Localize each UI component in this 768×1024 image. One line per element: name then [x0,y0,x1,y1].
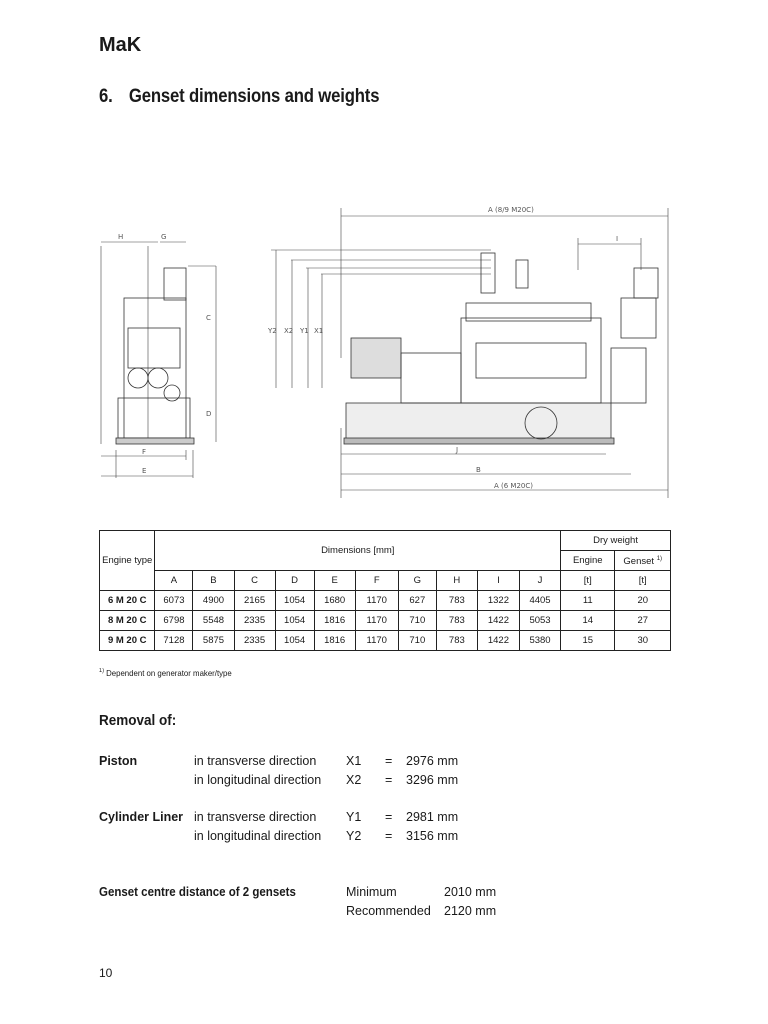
engine-type-cell: 9 M 20 C [100,631,155,651]
dim-cell: 5380 [519,631,560,651]
genset-weight-cell: 27 [615,611,671,631]
dim-cell: 2335 [234,631,275,651]
dim-cell: 4405 [519,591,560,611]
table-row [100,611,671,631]
dim-cell: 1054 [275,591,314,611]
col-header-b: B [193,571,234,591]
liner-longitudinal-symbol: Y2 [346,829,362,843]
dim-cell: 1322 [477,591,519,611]
dim-cell: 783 [436,631,477,651]
dim-cell: 1054 [275,631,314,651]
col-header-f: F [355,571,398,591]
dim-label-a6: A (6 M20C) [494,482,533,490]
dim-label-d: D [206,410,212,418]
genset-weight-cell: 20 [615,591,671,611]
genset-footnote-mark: 1) [656,555,663,562]
piston-label: Piston [99,754,138,768]
page-title [99,86,379,108]
col-header-c: C [234,571,275,591]
liner-longitudinal-value: 3156 mm [406,829,459,843]
dim-cell: 5548 [193,611,234,631]
genset-weight-cell: 30 [615,631,671,651]
genset-unit: [t] [615,571,671,591]
engine-type-cell: 6 M 20 C [100,591,155,611]
table-row [100,631,671,651]
dim-cell: 6798 [155,611,193,631]
dimensions-table [99,530,671,651]
piston-longitudinal-symbol: X2 [346,773,362,787]
dim-cell: 5053 [519,611,560,631]
mak-logo [99,34,161,54]
piston-transverse-direction: in transverse direction [194,754,317,768]
liner-transverse-value: 2981 mm [406,810,459,824]
col-header-i: I [477,571,519,591]
dim-cell: 783 [436,611,477,631]
dim-cell: 1422 [477,631,519,651]
dim-cell: 710 [398,631,436,651]
dim-cell: 710 [398,611,436,631]
col-header-e: E [314,571,355,591]
minimum-value: 2010 mm [444,885,497,899]
dim-label-y1: Y1 [300,327,309,335]
dim-cell: 2165 [234,591,275,611]
piston-longitudinal-eq: = [385,773,393,787]
dim-cell: 2335 [234,611,275,631]
genset-drawing [96,198,676,508]
centre-distance-label: Genset centre distance of 2 gensets [99,885,296,899]
dim-cell: 1170 [355,611,398,631]
dim-label-y2: Y2 [268,327,277,335]
engine-weight-cell: 14 [561,611,615,631]
dim-cell: 5875 [193,631,234,651]
section-number: 6. [99,86,113,107]
dim-label-c: C [206,314,211,322]
liner-label: Cylinder Liner [99,810,184,824]
page-number: 10 [99,966,113,980]
liner-longitudinal-eq: = [385,829,393,843]
dim-label-i: I [616,235,619,243]
footnote-text: Dependent on generator maker/type [106,668,232,678]
dim-cell: 1816 [314,631,355,651]
dimensions-header: Dimensions [mm] [155,531,561,571]
col-header-d: D [275,571,314,591]
dim-label-g: G [161,233,167,241]
dry-weight-header: Dry weight [561,531,671,551]
engine-weight-header: Engine [561,551,615,571]
recommended-value: 2120 mm [444,904,497,918]
minimum-label: Minimum [346,885,397,899]
dim-label-b: B [476,466,481,474]
dim-cell: 1170 [355,591,398,611]
piston-longitudinal-value: 3296 mm [406,773,459,787]
recommended-label: Recommended [346,904,431,918]
engine-unit: [t] [561,571,615,591]
dim-label-j: J [456,446,459,454]
genset-weight-header: Genset $^{1)}$ [615,551,671,571]
dim-label-x1: X1 [314,327,324,335]
piston-longitudinal-direction: in longitudinal direction [194,773,322,787]
dim-label-e: E [142,467,147,475]
section-title: Genset dimensions and weights [128,86,380,107]
liner-longitudinal-direction: in longitudinal direction [194,829,322,843]
logo-text: MaK [99,34,142,54]
footnote-mark: 1) [99,668,104,675]
engine-type-cell: 8 M 20 C [100,611,155,631]
piston-transverse-symbol: X1 [346,754,362,768]
col-header-g: G [398,571,436,591]
liner-transverse-eq: = [385,810,393,824]
dim-label-h: H [118,233,124,241]
col-header-a: A [155,571,193,591]
dim-cell: 1816 [314,611,355,631]
dim-cell: 7128 [155,631,193,651]
engine-type-header: Engine type [100,531,155,591]
piston-transverse-value: 2976 mm [406,754,459,768]
piston-transverse-eq: = [385,754,393,768]
liner-transverse-symbol: Y1 [346,810,362,824]
dim-label-a89: A (8/9 M20C) [488,206,534,214]
col-header-j: J [519,571,560,591]
dim-cell: 1054 [275,611,314,631]
col-header-h: H [436,571,477,591]
dim-label-x2: X2 [284,327,294,335]
engine-weight-cell: 11 [561,591,615,611]
liner-transverse-direction: in transverse direction [194,810,317,824]
dim-label-f: F [142,448,147,456]
dim-cell: 4900 [193,591,234,611]
table-footnote [99,668,232,678]
table-row [100,591,671,611]
engine-weight-cell: 15 [561,631,615,651]
dim-cell: 1422 [477,611,519,631]
dim-cell: 783 [436,591,477,611]
dim-cell: 1170 [355,631,398,651]
dim-cell: 627 [398,591,436,611]
dim-cell: 1680 [314,591,355,611]
removal-title: Removal of: [99,712,177,729]
dim-cell: 6073 [155,591,193,611]
